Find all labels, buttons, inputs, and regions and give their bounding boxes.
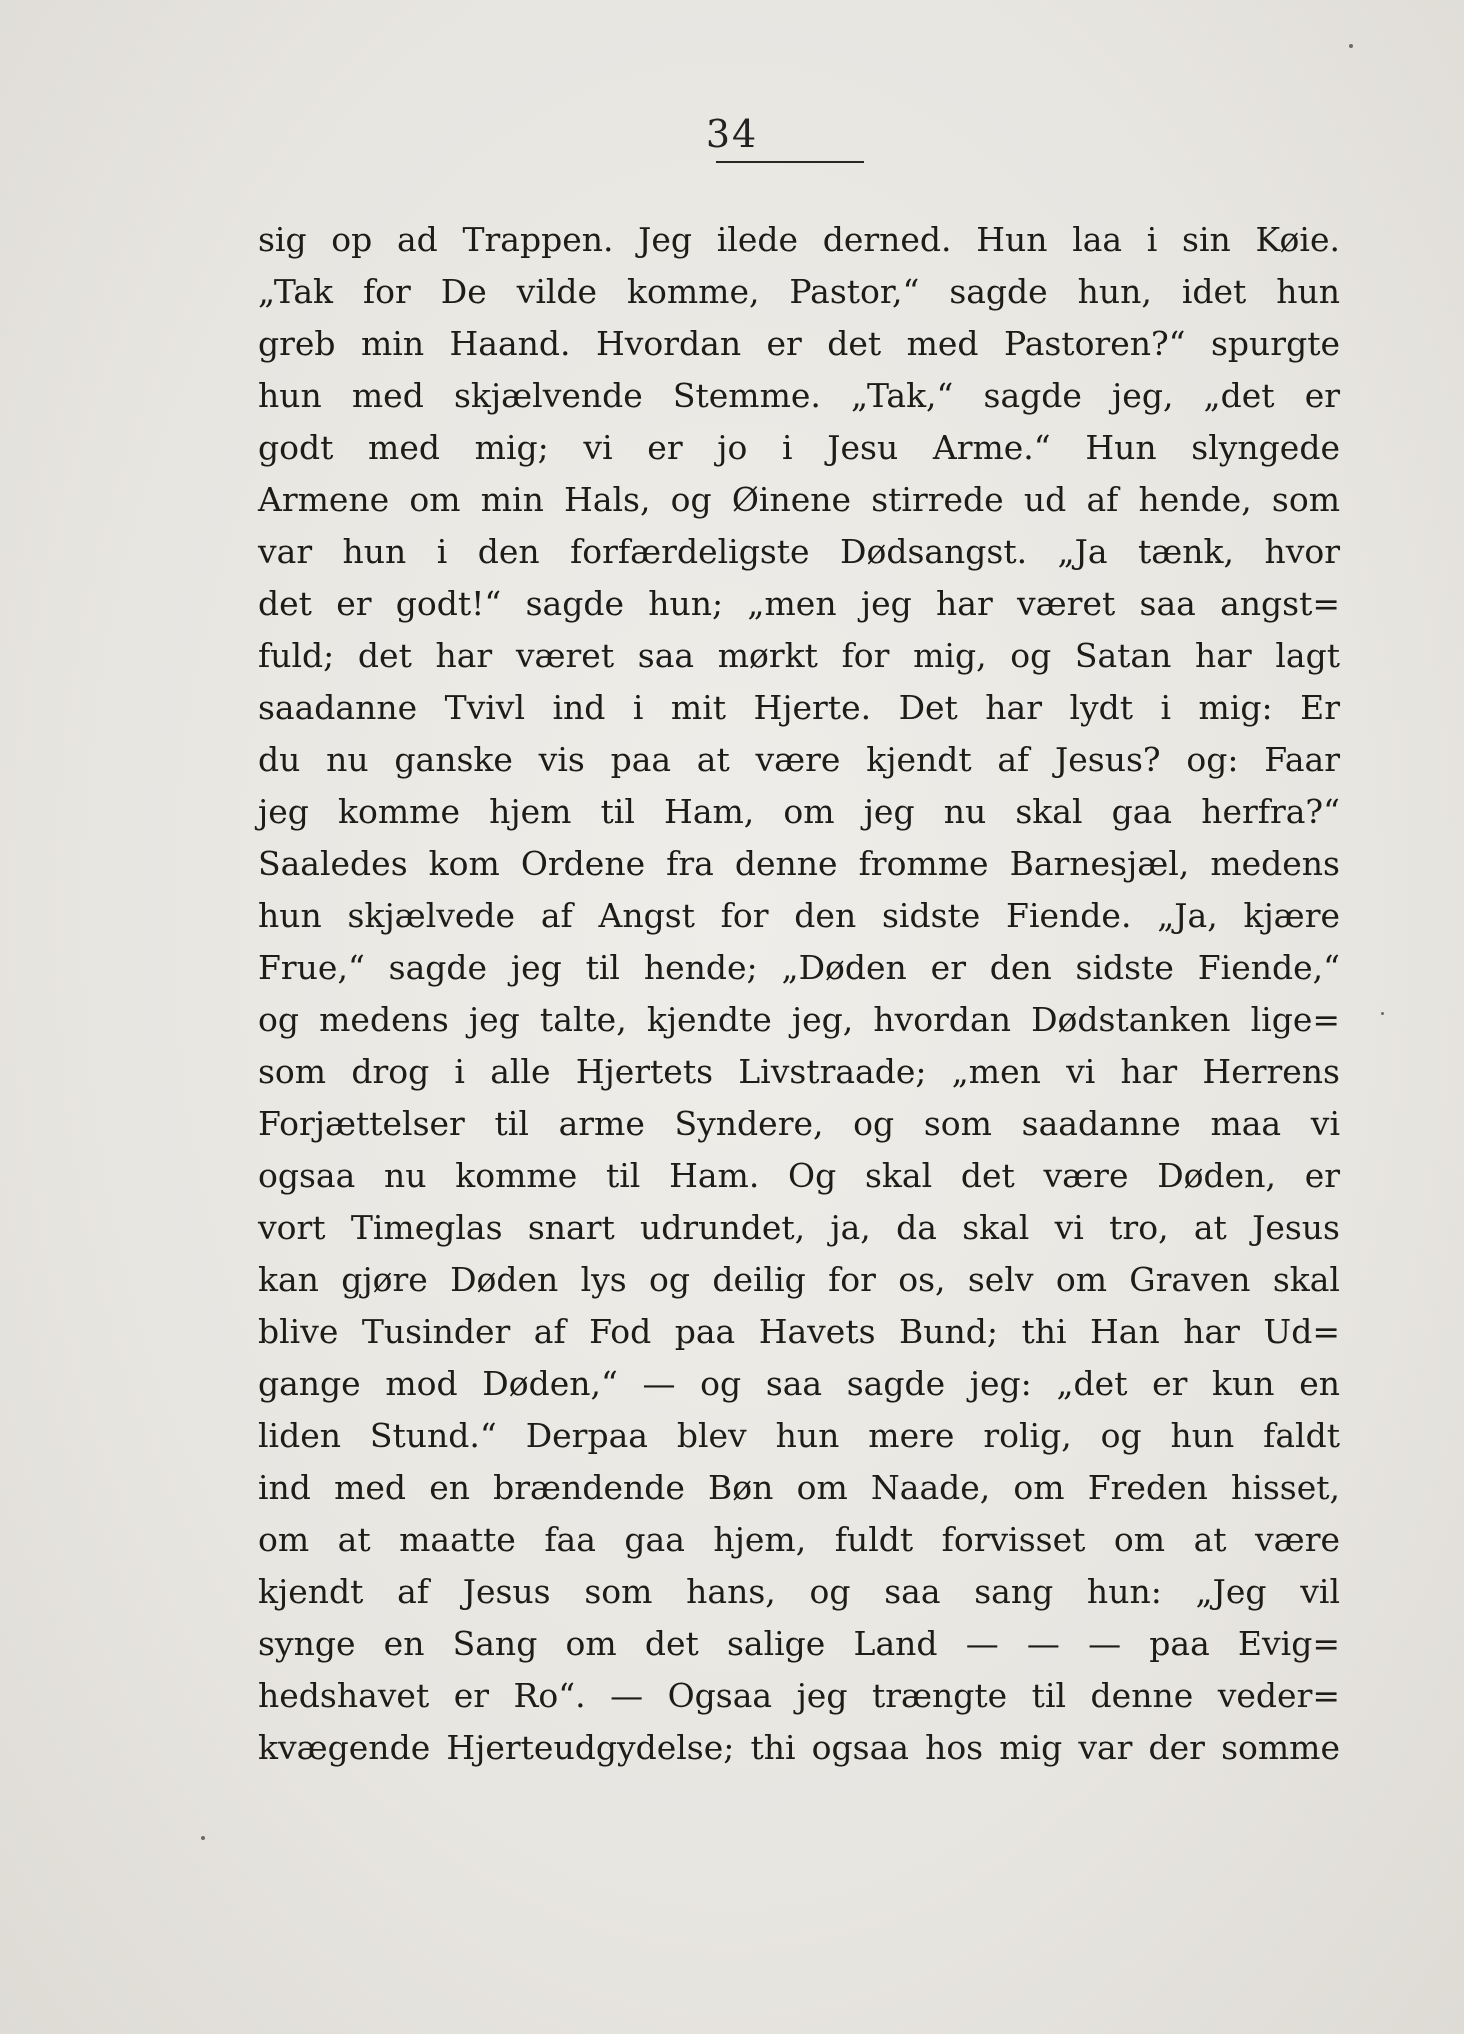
- paper-speck: [1349, 44, 1353, 48]
- text-line: fuld; det har været saa mørkt for mig, og Satan har lagt: [258, 636, 1340, 675]
- text-line: „Tak for De vilde komme, Pastor,“ sagde hun, idet hun: [258, 272, 1340, 311]
- text-line: hedshavet er Ro“. — Ogsaa jeg trængte til denne veder=: [258, 1676, 1340, 1715]
- paper-speck: [1381, 1012, 1384, 1015]
- text-line: og medens jeg talte, kjendte jeg, hvordan Dødstanken lige=: [258, 1000, 1340, 1039]
- text-line: ogsaa nu komme til Ham. Og skal det være Døden, er: [258, 1156, 1340, 1195]
- text-line: du nu ganske vis paa at være kjendt af Jesus? og: Faar: [258, 740, 1340, 779]
- text-line: Frue,“ sagde jeg til hende; „Døden er den sidste Fiende,“: [258, 948, 1340, 987]
- text-line: godt med mig; vi er jo i Jesu Arme.“ Hun slyngede: [258, 428, 1340, 467]
- text-line: ind med en brændende Bøn om Naade, om Freden hisset,: [258, 1468, 1340, 1507]
- text-line: som drog i alle Hjertets Livstraade; „men vi har Herrens: [258, 1052, 1340, 1091]
- body-text: [258, 214, 1340, 1774]
- text-line: saadanne Tvivl ind i mit Hjerte. Det har lydt i mig: Er: [258, 688, 1340, 727]
- text-line: hun skjælvede af Angst for den sidste Fiende. „Ja, kjære: [258, 896, 1340, 935]
- text-line: synge en Sang om det salige Land — — — paa Evig=: [258, 1624, 1340, 1663]
- paper-speck: [201, 1836, 205, 1840]
- text-line: vort Timeglas snart udrundet, ja, da skal vi tro, at Jesus: [258, 1208, 1340, 1247]
- text-line: hun med skjælvende Stemme. „Tak,“ sagde jeg, „det er: [258, 376, 1340, 415]
- text-line: Forjættelser til arme Syndere, og som saadanne maa vi: [258, 1104, 1340, 1143]
- text-line: Armene om min Hals, og Øinene stirrede ud af hende, som: [258, 480, 1340, 519]
- text-line: jeg komme hjem til Ham, om jeg nu skal gaa herfra?“: [258, 792, 1340, 831]
- text-line: Saaledes kom Ordene fra denne fromme Barnesjæl, medens: [258, 844, 1340, 883]
- text-line: var hun i den forfærdeligste Dødsangst. „Ja tænk, hvor: [258, 532, 1340, 571]
- text-line: om at maatte faa gaa hjem, fuldt forvisset om at være: [258, 1520, 1340, 1559]
- text-line: kvægende Hjerteudgydelse; thi ogsaa hos mig var der somme: [258, 1728, 1340, 1767]
- text-line: liden Stund.“ Derpaa blev hun mere rolig, og hun faldt: [258, 1416, 1340, 1455]
- text-line: gange mod Døden,“ — og saa sagde jeg: „det er kun en: [258, 1364, 1340, 1403]
- text-line: kjendt af Jesus som hans, og saa sang hun: „Jeg vil: [258, 1572, 1340, 1611]
- text-line: greb min Haand. Hvordan er det med Pastoren?“ spurgte: [258, 324, 1340, 363]
- text-line: det er godt!“ sagde hun; „men jeg har været saa angst=: [258, 584, 1340, 623]
- text-line: sig op ad Trappen. Jeg ilede derned. Hun laa i sin Køie.: [258, 220, 1340, 259]
- page-number: 34: [705, 112, 759, 156]
- text-line: kan gjøre Døden lys og deilig for os, selv om Graven skal: [258, 1260, 1340, 1299]
- header-rule: [716, 161, 864, 163]
- text-line: blive Tusinder af Fod paa Havets Bund; thi Han har Ud=: [258, 1312, 1340, 1351]
